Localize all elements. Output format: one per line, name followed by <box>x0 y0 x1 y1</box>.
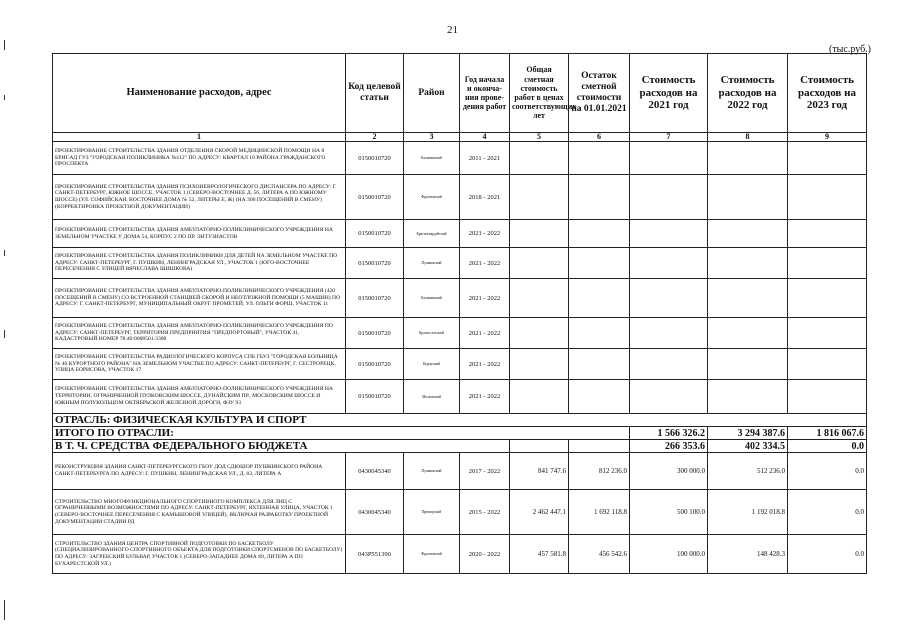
target-code: 043P551390 <box>346 535 404 574</box>
expense-name: РЕКОНСТРУКЦИЯ ЗДАНИЯ САНКТ-ПЕТЕРБУРГСКОГО ГБОУ ДОД СДЮШОР ПУШКИНСКОГО РАЙОНА САНКТ-ПЕТЕРБУРГА ПО АДРЕСУ: Г. ПУШКИН, ЛЕНИНГРАДСКАЯ УЛ., Д. 83, ЛИТЕРА А <box>53 453 346 490</box>
target-code: 0150010720 <box>346 380 404 414</box>
target-code: 0150010720 <box>346 349 404 380</box>
header-district: Район <box>404 54 460 133</box>
header-cost-2021: Стоимость расходов на 2021 год <box>630 54 708 133</box>
work-years: 2021 - 2022 <box>460 279 510 318</box>
federal-label: В Т. Ч. СРЕДСТВА ФЕДЕРАЛЬНОГО БЮДЖЕТА <box>53 440 510 453</box>
table-row <box>53 380 867 414</box>
federal-row <box>53 440 867 453</box>
units-label: (тыс.руб.) <box>828 44 871 55</box>
target-code: 0150010720 <box>346 248 404 279</box>
district: Красногвардейский <box>404 220 460 248</box>
target-code: 0430045340 <box>346 453 404 490</box>
table-row <box>53 220 867 248</box>
table-row <box>53 318 867 349</box>
header-remaining: Остаток сметной стоимости на 01.01.2021 <box>569 54 630 133</box>
column-number: 4 <box>460 133 510 142</box>
district: Фрунзенский <box>404 175 460 220</box>
column-number: 1 <box>53 133 346 142</box>
total-row <box>53 427 867 440</box>
district: Пушкинский <box>404 248 460 279</box>
column-number: 8 <box>708 133 788 142</box>
expense-name: ПРОЕКТИРОВАНИЕ СТРОИТЕЛЬСТВА РАДИОЛОГИЧЕСКОГО КОРПУСА СПБ ГБУЗ "ГОРОДСКАЯ БОЛЬНИЦА № 40 КУРОРТНОГО РАЙОНА" НА ЗЕМЕЛЬНОМ УЧАСТКЕ ПО АДРЕСУ: САНКТ-ПЕТЕРБУРГ, Г. СЕСТРОРЕЦК, УЛИЦА БОРИСОВА, УЧАСТОК 17 <box>53 349 346 380</box>
district: Приморский <box>404 490 460 535</box>
cost-2021: 100 000.0 <box>630 535 708 574</box>
column-number: 3 <box>404 133 460 142</box>
work-years: 2021 - 2022 <box>460 318 510 349</box>
header-total-cost: Общая сметная стоимость работ в ценах соответствующих лет <box>510 54 569 133</box>
total-2022: 3 294 387.6 <box>708 427 788 440</box>
district: Калининский <box>404 279 460 318</box>
table-row <box>53 248 867 279</box>
expense-name: СТРОИТЕЛЬСТВО ЗДАНИЯ ЦЕНТРА СПОРТИВНОЙ ПОДГОТОВКИ ПО БАСКЕТБОЛУ (СПЕЦИАЛИЗИРОВАННОГО СПОРТИВНОГО ОБЪЕКТА ДЛЯ ПОДГОТОВКИ СПОРТСМЕНОВ ПО БАСКЕТБОЛУ) ПО АДРЕСУ: ЗАГРЕБСКИЙ БУЛЬВАР, УЧАСТОК 1 (СЕВЕРО-ЗАПАДНЕЕ ДОМА 89, ЛИТЕРА А ПО БУХАРЕСТСКОЙ УЛ.) <box>53 535 346 574</box>
total-cost: 841 747.6 <box>510 453 569 490</box>
header-cost-2023: Стоимость расходов на 2023 год <box>788 54 867 133</box>
total-label: ИТОГО ПО ОТРАСЛИ: <box>53 427 630 440</box>
page-number: 21 <box>447 24 458 36</box>
target-code: 0150010720 <box>346 318 404 349</box>
federal-2023: 0.0 <box>788 440 867 453</box>
cost-2022: 1 192 018.8 <box>708 490 788 535</box>
target-code: 0430045340 <box>346 490 404 535</box>
total-2023: 1 816 067.6 <box>788 427 867 440</box>
remaining-cost: 1 692 118.8 <box>569 490 630 535</box>
column-number: 9 <box>788 133 867 142</box>
total-cost: 2 462 447.1 <box>510 490 569 535</box>
column-number-row <box>53 133 867 142</box>
table-row <box>53 535 867 574</box>
branch-row <box>53 414 867 427</box>
cost-2023: 0.0 <box>788 490 867 535</box>
district: Курортный <box>404 349 460 380</box>
expense-name: ПРОЕКТИРОВАНИЕ СТРОИТЕЛЬСТВА ЗДАНИЯ ОТДЕЛЕНИЯ СКОРОЙ МЕДИЦИНСКОЙ ПОМОЩИ НА 8 БРИГ.АД ГУЗ "ГОРОДСКАЯ ПОЛИКЛИНИКА №112" ПО АДРЕСУ: КВАРТАЛ 10 РАЙОНА ГРАЖДАНСКОГО ПРОСПЕКТА <box>53 142 346 175</box>
expense-name: ПРОЕКТИРОВАНИЕ СТРОИТЕЛЬСТВА ЗДАНИЯ АМБУЛАТОРНО-ПОЛИКЛИНИЧЕСКОГО УЧРЕЖДЕНИЯ НА ЗЕМЕЛЬНОМ УЧАСТКЕ У ДОМА 54, КОРПУС 2 ПО ПР. ЭНТУЗИАСТОВ <box>53 220 346 248</box>
total-2021: 1 566 326.2 <box>630 427 708 440</box>
branch-title: ОТРАСЛЬ: ФИЗИЧЕСКАЯ КУЛЬТУРА И СПОРТ <box>53 414 867 427</box>
federal-2021: 266 353.6 <box>630 440 708 453</box>
district: Пушкинский <box>404 453 460 490</box>
column-number: 7 <box>630 133 708 142</box>
work-years: 2011 - 2021 <box>460 142 510 175</box>
table-row <box>53 349 867 380</box>
cost-2021: 300 000.0 <box>630 453 708 490</box>
table-row <box>53 142 867 175</box>
header-cost-2022: Стоимость расходов на 2022 год <box>708 54 788 133</box>
work-years: 2021 - 2022 <box>460 248 510 279</box>
cost-2022: 512 236.0 <box>708 453 788 490</box>
expense-name: ПРОЕКТИРОВАНИЕ СТРОИТЕЛЬСТВА ЗДАНИЯ ПОЛИКЛИНИКИ ДЛЯ ДЕТЕЙ НА ЗЕМЕЛЬНОМ УЧАСТКЕ ПО АДРЕСУ: САНКТ-ПЕТЕРБУРГ, Г. ПУШКИН, ЛЕНИНГРАДСКАЯ УЛ., УЧАСТОК 1 (ЮГО-ВОСТОЧНЕЕ ПЕРЕСЕЧЕНИЯ С УЛИЦЕЙ ВЯЧЕСЛАВА ШИШКОВА) <box>53 248 346 279</box>
federal-2022: 402 334.5 <box>708 440 788 453</box>
work-years: 2021 - 2022 <box>460 220 510 248</box>
cost-2022: 148 428.3 <box>708 535 788 574</box>
target-code: 0150010720 <box>346 175 404 220</box>
expenses-table <box>52 53 867 574</box>
header-code: Код целевой статьи <box>346 54 404 133</box>
work-years: 2021 - 2022 <box>460 349 510 380</box>
expense-name: ПРОЕКТИРОВАНИЕ СТРОИТЕЛЬСТВА ЗДАНИЯ АМБУЛАТОРНО-ПОЛИКЛИНИЧЕСКОГО УЧРЕЖДЕНИЯ ПО АДРЕСУ: САНКТ-ПЕТЕРБУРГ, ТЕРРИТОРИЯ ПРЕДПРИЯТИЯ "ПРЕДПОРТОВЫЙ", УЧАСТОК 41, КАДАСТРОВЫЙ НОМЕР 78:40:0008501:3308 <box>53 318 346 349</box>
district: Калининский <box>404 142 460 175</box>
district: Красносельский <box>404 318 460 349</box>
expense-name: ПРОЕКТИРОВАНИЕ СТРОИТЕЛЬСТВА ЗДАНИЯ АМБУЛАТОРНО-ПОЛИКЛИНИЧЕСКОГО УЧРЕЖДЕНИЯ НА ТЕРРИТОРИИ, ОГРАНИЧЕННОЙ ПУЛКОВСКИМ ШОССЕ, ДУНАЙСКИМ ПР., МОСКОВСКИМ ШОССЕ И ЮЖНЫМ ПОЛУКОЛЬЦОМ ОКТЯБРЬСКОЙ ЖЕЛЕЗНОЙ ДОРОГИ, ФЗУ 93 <box>53 380 346 414</box>
target-code: 0150010720 <box>346 142 404 175</box>
table-row <box>53 279 867 318</box>
expense-name: СТРОИТЕЛЬСТВО МНОГОФУНКЦИОНАЛЬНОГО СПОРТИВНОГО КОМПЛЕКСА ДЛЯ ЛИЦ С ОГРАНИЧЕННЫМИ ВОЗМОЖНОСТЯМИ ПО АДРЕСУ: САНКТ-ПЕТЕРБУРГ, ЯХТЕННАЯ УЛИЦА, УЧАСТОК 1 (СЕВЕРО-ВОСТОЧНЕЕ ПЕРЕСЕЧЕНИЯ С КАМЫШОВОЙ УЛИЦЕЙ), ВКЛЮЧАЯ РАЗРАБОТКУ ПРОЕКТНОЙ ДОКУМЕНТАЦИИ СТАДИИ РД <box>53 490 346 535</box>
remaining-cost: 456 542.6 <box>569 535 630 574</box>
cost-2023: 0.0 <box>788 453 867 490</box>
district: Фрунзенский <box>404 535 460 574</box>
work-years: 2017 - 2022 <box>460 453 510 490</box>
table-header-row <box>53 54 867 133</box>
column-number: 2 <box>346 133 404 142</box>
total-cost: 457 581.8 <box>510 535 569 574</box>
expense-name: ПРОЕКТИРОВАНИЕ СТРОИТЕЛЬСТВА ЗДАНИЯ ПСИХОНЕВРОЛОГИЧЕСКОГО ДИСПАНСЕРА ПО АДРЕСУ: Г. САНКТ-ПЕТЕРБУРГ, ЮЖНОЕ ШОССЕ, УЧАСТОК 1 (СЕВЕРО-ВОСТОЧНЕЕ Д. 56, ЛИТЕРА А ПО ЮЖНОМУ ШОССЕ) (УЛ. СОФИЙСКАЯ, ВОСТОЧНЕЕ ДОМА № 52, ЛИТЕРЫ Е, Ж) (НА 300 ПОСЕЩЕНИЙ В СМЕНУ) (КОРРЕКТИРОВКА ПРОЕКТНОЙ ДОКУМЕНТАЦИИ) <box>53 175 346 220</box>
column-number: 6 <box>569 133 630 142</box>
work-years: 2021 - 2022 <box>460 380 510 414</box>
remaining-cost: 812 236.0 <box>569 453 630 490</box>
work-years: 2018 - 2021 <box>460 175 510 220</box>
column-number: 5 <box>510 133 569 142</box>
header-years: Год начала и оконча-ния прове-дения работ <box>460 54 510 133</box>
work-years: 2020 - 2022 <box>460 535 510 574</box>
cost-2021: 500 100.0 <box>630 490 708 535</box>
target-code: 0150010720 <box>346 279 404 318</box>
table-row <box>53 175 867 220</box>
header-name: Наименование расходов, адрес <box>53 54 346 133</box>
table-row <box>53 453 867 490</box>
work-years: 2015 - 2022 <box>460 490 510 535</box>
target-code: 0150010720 <box>346 220 404 248</box>
left-edge-marks <box>3 0 7 640</box>
cost-2023: 0.0 <box>788 535 867 574</box>
district: Московский <box>404 380 460 414</box>
table-row <box>53 490 867 535</box>
expense-name: ПРОЕКТИРОВАНИЕ СТРОИТЕЛЬСТВА ЗДАНИЯ АМБУЛАТОРНО-ПОЛИКЛИНИЧЕСКОГО УЧРЕЖДЕНИЯ (420 ПОСЕЩЕНИЙ В СМЕНУ) СО ВСТРОЕННОЙ СТАНЦИЕЙ СКОРОЙ И НЕОТЛОЖНОЙ ПОМОЩИ (5 МАШИН) ПО АДРЕСУ: Г. САНКТ-ПЕТЕРБУРГ, МУНИЦИПАЛЬНЫЙ ОКРУГ ПРОМЕТЕЙ, УЛ. ОЛЬГИ ФОРШ, УЧАСТОК 11 <box>53 279 346 318</box>
